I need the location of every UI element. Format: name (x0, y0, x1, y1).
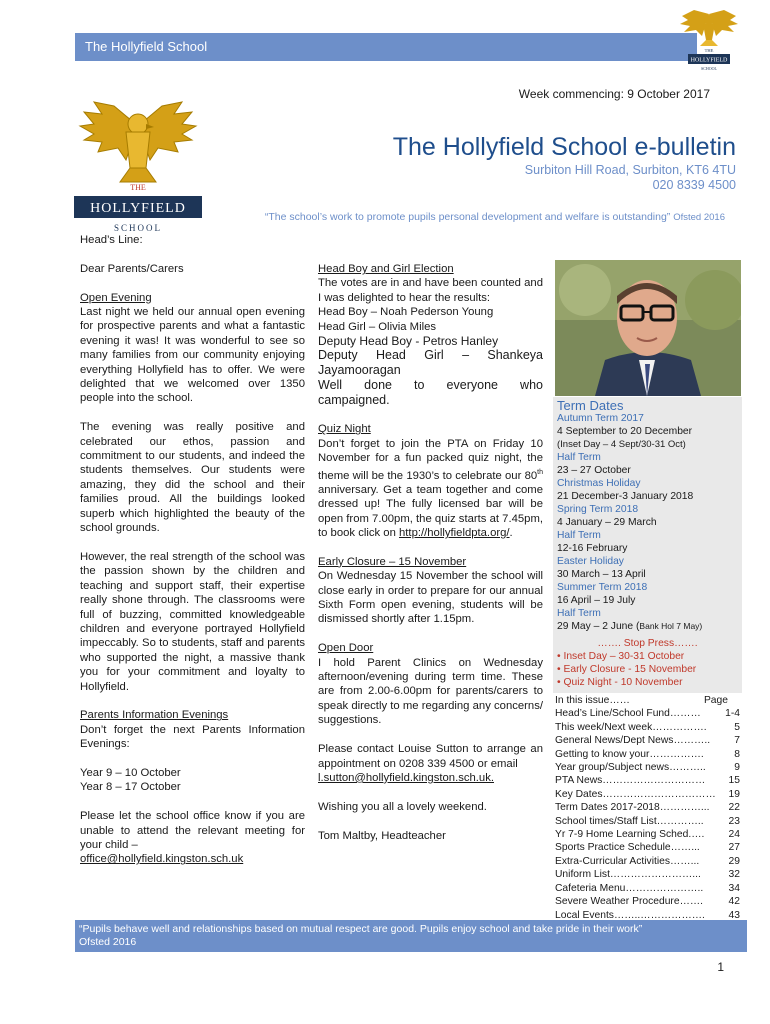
issue-row (555, 774, 740, 787)
open-evening-text: Last night we held our annual open evening for prospective parents and what a fantastic evening it was! It was wonderful to see so many families from our community enjoying everything Hollyfield has to offer. We were delighted that we welcomed over 1350 people into the school. (80, 306, 305, 405)
autumn-term: Autumn Term 2017 (557, 413, 644, 424)
issue-page: 9 (734, 762, 740, 774)
school-address: Surbiton Hill Road, Surbiton, KT6 4TU (524, 163, 736, 177)
greeting: Dear Parents/Carers (80, 262, 184, 275)
quiz-text (318, 437, 543, 541)
head-girl: Head Girl – Olivia Miles (318, 320, 437, 333)
spring-dates: 4 January – 29 March (557, 517, 657, 528)
footer-quote: “Pupils behave well and relationships based on mutual respect are good. Pupils enjoy school and take pride in their work” (79, 923, 643, 935)
in-this-issue (555, 694, 740, 922)
issue-page: 22 (728, 802, 740, 814)
issue-row (555, 895, 740, 908)
ofsted-quote (215, 210, 725, 225)
heads-line-column (80, 233, 305, 867)
issue-page: 42 (728, 896, 740, 908)
ofsted-source: Ofsted 2016 (673, 212, 725, 223)
election-text: The votes are in and have been counted and I was delighted to hear the results: (318, 277, 543, 304)
school-name: The Hollyfield School (85, 39, 208, 54)
issue-row (555, 748, 740, 761)
issue-page: 5 (734, 721, 740, 733)
quiz-text-b: anniversary. Get a team together and come dressed up! The fully licensed bar will be open from 7.00pm, the quiz starts at 7.45pm, to book click on (318, 483, 543, 540)
issue-page: 43 (728, 909, 740, 921)
issue-label: Uniform List……………………... (555, 869, 701, 881)
small-logo-name: HOLLYFIELD (690, 57, 728, 64)
issue-label: Key Dates…………………………… (555, 788, 716, 800)
headteacher-photo (555, 260, 741, 396)
crest-name: HOLLYFIELD (90, 201, 186, 216)
footer-quote-bar (75, 920, 747, 952)
footer-source: Ofsted 2016 (79, 936, 137, 948)
stop-press-item-text: Early Closure - 15 November (563, 664, 697, 675)
issue-label: General News/Dept News……….. (555, 735, 711, 747)
stop-press-item-text: Quiz Night - 10 November (563, 677, 683, 688)
easter-holiday: Easter Holiday (557, 556, 624, 567)
half-term-3-note: Bank Hol 7 May) (639, 621, 703, 631)
pie-text: Don’t forget the next Parents Information Evenings: (80, 723, 305, 751)
half-term-3-row (557, 620, 738, 633)
paragraph-3: However, the real strength of the school was the passion shown by the children and teaching and support staff, their expertise really shone through. The classrooms were full of buzzing, committed knowledgeable children and everyone portrayed Hollyfield impeccably. So to students, staff and parents who supported the night, a massive thank you for your commitment and loyalty to Hollyfield. (80, 550, 305, 693)
issue-label: Local Events……..………………. (555, 909, 705, 921)
open-door-title: Open Door (318, 642, 374, 655)
small-logo-school: SCHOOL (700, 66, 718, 71)
issue-page: 32 (728, 869, 740, 881)
half-term-3-dates: 29 May – 2 June ( (557, 621, 640, 632)
issue-label: Extra-Curricular Activities……... (555, 855, 700, 867)
year9-date: Year 9 – 10 October (80, 766, 181, 779)
pta-link[interactable]: http://hollyfieldpta.org/ (399, 527, 510, 540)
issue-row (555, 761, 740, 774)
issue-label: Yr 7-9 Home Learning Sched.…. (555, 829, 705, 841)
half-term-1: Half Term (557, 452, 601, 463)
issue-row (555, 721, 740, 734)
deputy-head-girl: Deputy Head Girl – Shankeya Jayamooragan (318, 348, 543, 378)
contact-email-link[interactable]: l.sutton@hollyfield.kingston.sch.uk. (318, 771, 494, 784)
wishing: Wishing you all a lovely weekend. (318, 800, 487, 813)
school-crest-icon (72, 98, 204, 238)
bulletin-title: The Hollyfield School e-bulletin (392, 133, 736, 161)
issue-row (555, 815, 740, 828)
issue-label: Severe Weather Procedure……. (555, 896, 704, 908)
issue-page: 15 (728, 775, 740, 787)
small-logo-the: THE (704, 48, 714, 53)
issue-row (555, 855, 740, 868)
half-term-1-dates: 23 – 27 October (557, 465, 631, 476)
school-phone: 020 8339 4500 (652, 178, 736, 192)
quiz-text-a: Don’t forget to join the PTA on Friday 10 November for a fun packed quiz night, the theme will be the 1930’s to celebrate our 80 (318, 437, 543, 482)
open-door-text: I hold Parent Clinics on Wednesday afternoon/evening during term time. These are from 2.00-6.00pm for parents/carers to speak directly to me regarding any concerns/ suggestions. (318, 656, 543, 727)
school-name-bar (75, 33, 697, 61)
half-term-3: Half Term (557, 608, 601, 619)
issue-row (555, 841, 740, 854)
issue-row (555, 788, 740, 801)
issue-label: PTA News………………………… (555, 775, 706, 787)
pie-title: Parents Information Evenings (80, 709, 229, 722)
quiz-title: Quiz Night (318, 423, 371, 436)
well-done: Well done to everyone who campaigned. (318, 378, 543, 408)
christmas-holiday: Christmas Holiday (557, 478, 641, 489)
crest-school: SCHOOL (113, 223, 163, 233)
issue-page: 29 (728, 855, 740, 867)
issue-row (555, 882, 740, 895)
small-logo-icon (674, 6, 744, 74)
issue-page-label: Page (703, 695, 728, 706)
election-title: Head Boy and Girl Election (318, 263, 454, 275)
stop-press-item: • Early Closure - 15 November (557, 664, 697, 675)
autumn-dates: 4 September to 20 December (557, 426, 693, 437)
issue-row (555, 868, 740, 881)
issue-row (555, 828, 740, 841)
paragraph-2: The evening was really positive and celebrated our ethos, passion and commitment to our students, and indeed the students themselves. Our students were amazing, they did the school and their families proud. All the buildings looked superb which highlighted the beauty of the school grounds. (80, 421, 305, 535)
issue-label: Cafeteria Menu………………….. (555, 882, 704, 894)
issue-page: 19 (728, 788, 740, 800)
christmas-dates: 21 December-3 January 2018 (557, 491, 694, 502)
half-term-2-dates: 12-16 February (557, 543, 628, 554)
issue-page: 24 (728, 829, 740, 841)
week-commencing: Week commencing: 9 October 2017 (518, 87, 710, 101)
crest-the: THE (130, 183, 146, 192)
spring-term: Spring Term 2018 (557, 504, 639, 515)
page-number: 1 (717, 960, 724, 974)
office-text: Please let the school office know if you are unable to attend the relevant meeting for your child – (80, 810, 305, 851)
issue-row (555, 734, 740, 747)
summer-term: Summer Term 2018 (557, 582, 648, 593)
office-email-link[interactable]: office@hollyfield.kingston.sch.uk (80, 853, 244, 866)
summer-dates: 16 April – 19 July (557, 595, 636, 606)
issue-label: School times/Staff List………….. (555, 815, 704, 827)
term-dates-box (553, 397, 742, 693)
stop-press-item: • Quiz Night - 10 November (557, 677, 683, 688)
issue-label: Term Dates 2017-2018…………... (555, 802, 710, 814)
autumn-inset: (Inset Day – 4 Sept/30-31 Oct) (557, 439, 686, 450)
easter-dates: 30 March – 13 April (557, 569, 646, 580)
issue-page: 23 (728, 815, 740, 827)
issue-page: 7 (734, 735, 740, 747)
stop-press-heading: ……. Stop Press……. (597, 638, 698, 649)
term-dates-heading: Term Dates (557, 398, 624, 413)
issue-label: Year group/Subject news……….. (555, 762, 706, 774)
signature: Tom Maltby, Headteacher (318, 829, 446, 842)
stop-press-item-text: Inset Day – 30-31 October (563, 651, 685, 662)
open-evening-title: Open Evening (80, 291, 152, 304)
news-column (318, 262, 543, 843)
half-term-2: Half Term (557, 530, 601, 541)
issue-heading: In this issue…… (555, 695, 630, 706)
school-address-block (525, 163, 736, 193)
issue-row (555, 707, 740, 720)
issue-label: Head’s Line/School Fund……… (555, 708, 701, 720)
issue-row (555, 801, 740, 814)
ofsted-quote-text: “The school’s work to promote pupils personal development and welfare is outstanding” (264, 211, 671, 223)
stop-press-item: • Inset Day – 30-31 October (557, 651, 685, 662)
quiz-sup: th (537, 468, 543, 476)
year8-date: Year 8 – 17 October (80, 781, 181, 794)
issue-header (555, 694, 740, 707)
closure-title: Early Closure – 15 November (318, 555, 467, 568)
quiz-end: . (509, 527, 513, 540)
issue-page: 34 (728, 882, 740, 894)
issue-page: 1-4 (725, 708, 740, 720)
issue-page: 8 (734, 748, 740, 760)
issue-label: Sports Practice Schedule……... (555, 842, 700, 854)
issue-list (555, 707, 740, 922)
issue-page: 27 (728, 842, 740, 854)
issue-label: Getting to know your……………. (555, 748, 704, 760)
head-boy: Head Boy – Noah Pederson Young (318, 306, 494, 319)
heads-line-heading: Head’s Line: (80, 234, 143, 246)
contact-text: Please contact Louise Sutton to arrange an appointment on 0208 339 4500 or email (318, 743, 543, 770)
issue-label: This week/Next week……………. (555, 721, 707, 733)
closure-text: On Wednesday 15 November the school will close early in order to prepare for our annual Sixth Form open evening, students will be dismissed shortly after 1.15pm. (318, 570, 543, 626)
deputy-head-boy: Deputy Head Boy - Petros Hanley (318, 334, 499, 349)
